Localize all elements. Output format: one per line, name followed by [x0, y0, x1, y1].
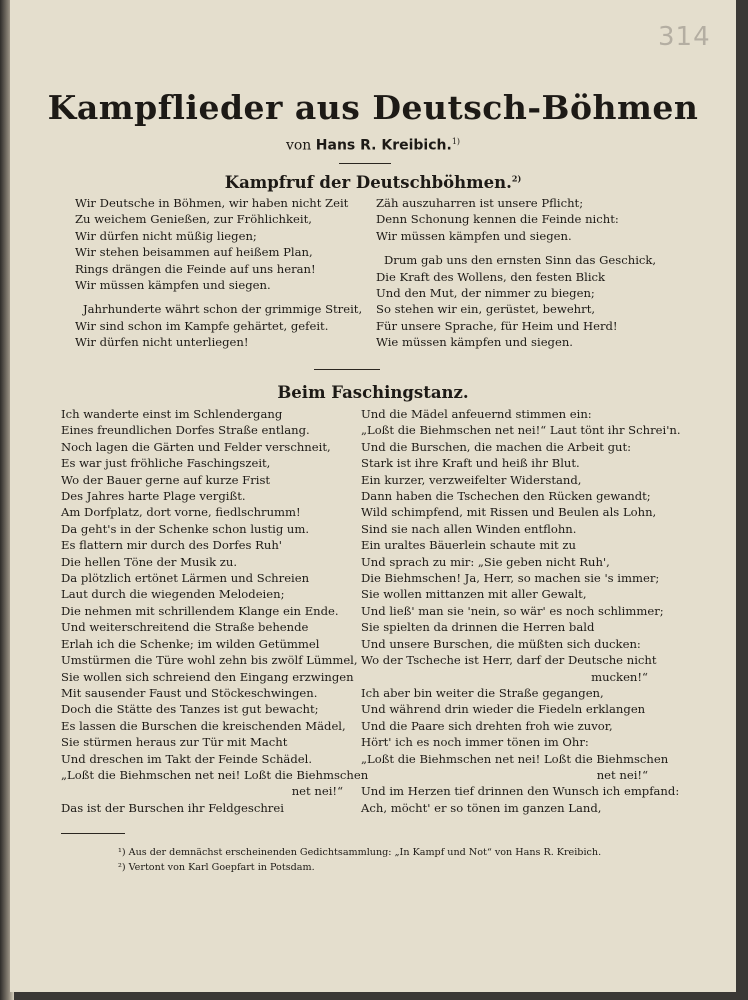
verse-line: Und sprach zu mir: „Sie geben nicht Ruh',	[361, 554, 610, 569]
verse-line: Jahrhunderte währt schon der grimmige Streit,	[83, 302, 363, 317]
verse-line: Wir dürfen nicht müßig liegen;	[75, 228, 257, 243]
poem1-right-column	[376, 195, 666, 359]
byline	[10, 137, 736, 154]
verse-line: Denn Schonung kennen die Feinde nicht:	[376, 212, 619, 227]
footnote-2: ²) Vertont von Karl Goepfart in Potsdam.	[118, 862, 315, 873]
verse-line: Wir stehen beisammen auf heißem Plan,	[75, 245, 313, 260]
verse-line: „Loßt die Biehmschen net nei! Loßt die Biehmschen	[361, 751, 669, 766]
verse-line: Rings drängen die Feinde auf uns heran!	[75, 261, 316, 276]
verse-line: Ich wanderte einst im Schlendergang	[61, 407, 283, 421]
poem1-left-column	[75, 195, 365, 359]
verse-line: Sind sie nach allen Winden entflohn.	[361, 521, 577, 536]
title-rule	[339, 163, 391, 164]
byline-prefix: von	[285, 137, 312, 154]
verse-line: Stark ist ihre Kraft und heiß ihr Blut.	[361, 456, 580, 471]
verse-line: Und die Mädel anfeuernd stimmen ein:	[361, 407, 592, 421]
verse-line: Hört' ich es noch immer tönen im Ohr:	[361, 735, 589, 750]
verse-line: Sie stürmen heraus zur Tür mit Macht	[61, 735, 288, 750]
poem1-right-stanza	[376, 252, 666, 350]
poem1-heading	[10, 173, 736, 192]
verse-line: Eines freundlichen Dorfes Straße entlang.	[61, 423, 310, 438]
poem2-left-column	[61, 406, 369, 816]
verse-line: Wir müssen kämpfen und siegen.	[376, 228, 572, 243]
verse-line: Ach, möcht' er so tönen im ganzen Land,	[361, 800, 602, 815]
footnote-ref-2: 2)	[511, 173, 522, 184]
poem2-heading: Beim Faschingstanz.	[277, 383, 469, 402]
verse-line: Wir sind schon im Kampfe gehärtet, gefeit.	[75, 318, 329, 333]
verse-line: Ein kurzer, verzweifelter Widerstand,	[361, 472, 582, 487]
verse-line: Laut durch die wiegenden Melodeien;	[61, 587, 285, 602]
verse-line: Umstürmen die Türe wohl zehn bis zwölf Lümmel,	[61, 653, 358, 668]
verse-line: Und die Paare sich drehten froh wie zuvor,	[361, 718, 613, 733]
poem1-left-stanza	[75, 301, 365, 350]
verse-line: Es war just fröhliche Faschingszeit,	[61, 456, 271, 471]
verse-line: Ein uraltes Bäuerlein schaute mit zu	[361, 538, 576, 553]
verse-line: Und während drin wieder die Fiedeln erklangen	[361, 702, 646, 717]
verse-line: Ich aber bin weiter die Straße gegangen,	[361, 685, 604, 700]
verse-line: Am Dorfplatz, dort vorne, fiedlschrumm!	[61, 505, 301, 520]
verse-line: Es flattern mir durch des Dorfes Ruh'	[61, 538, 282, 553]
verse-line: Sie spielten da drinnen die Herren bald	[361, 620, 595, 635]
verse-line: Wo der Tscheche ist Herr, darf der Deutsche nicht	[361, 653, 657, 668]
verse-line: Die Biehmschen! Ja, Herr, so machen sie 's immer;	[361, 571, 660, 586]
verse-line: Sie wollen mittanzen mit aller Gewalt,	[361, 587, 587, 602]
verse-line: Und die Burschen, die machen die Arbeit gut:	[361, 439, 632, 454]
verse-line: Sie wollen sich schreiend den Eingang erzwingen	[61, 669, 354, 684]
verse-line: Und dreschen im Takt der Feinde Schädel.	[61, 751, 313, 766]
verse-line: Für unsere Sprache, für Heim und Herd!	[376, 318, 618, 333]
verse-line: Des Jahres harte Plage vergißt.	[61, 489, 246, 504]
verse-line: net nei!“	[596, 767, 648, 782]
verse-line: Und ließ' man sie 'nein, so wär' es noch schlimmer;	[361, 603, 664, 618]
verse-line: Das ist der Burschen ihr Feldgeschrei	[61, 800, 284, 815]
verse-line: Und unsere Burschen, die müßten sich ducken:	[361, 636, 641, 651]
verse-line: Da geht's in der Schenke schon lustig um.	[61, 521, 310, 536]
verse-line: Die Kraft des Wollens, den festen Blick	[376, 269, 606, 284]
poem1-heading-text: Kampfruf der Deutschböhmen.	[224, 173, 512, 192]
verse-line: Wie müssen kämpfen und siegen.	[376, 335, 573, 350]
verse-line: Die hellen Töne der Musik zu.	[61, 554, 238, 569]
verse-line: mucken!“	[591, 669, 648, 684]
verse-line: Dann haben die Tschechen den Rücken gewandt;	[361, 489, 651, 504]
verse-line: Und den Mut, der nimmer zu biegen;	[376, 286, 595, 301]
verse-line: Es lassen die Burschen die kreischenden Mädel,	[61, 718, 346, 733]
section-rule	[314, 369, 380, 370]
verse-line: Mit sausender Faust und Stöckeschwingen.	[61, 685, 318, 700]
verse-line: Wo der Bauer gerne auf kurze Frist	[61, 472, 271, 487]
verse-line: Die nehmen mit schrillendem Klange ein Ende.	[61, 603, 339, 618]
verse-line: Da plötzlich ertönet Lärmen und Schreien	[61, 571, 310, 586]
verse-line: „Loßt die Biehmschen net nei!“ Laut tönt ihr Schrei'n.	[361, 423, 681, 438]
verse-line: Und weiterschreitend die Straße behende	[61, 620, 309, 635]
verse-line: Wir müssen kämpfen und siegen.	[75, 278, 271, 293]
verse-line: Drum gab uns den ernsten Sinn das Geschick,	[384, 253, 657, 268]
page-title: Kampflieder aus Deutsch-Böhmen	[47, 88, 699, 127]
verse-line: Wir dürfen nicht unterliegen!	[75, 335, 249, 350]
footnote-1: ¹) Aus der demnächst erscheinenden Gedichtsammlung: „In Kampf und Not“ von Hans R. Kreibich.	[118, 847, 602, 858]
author-name: Hans R. Kreibich.	[315, 137, 452, 154]
poem1-right-stanza	[376, 195, 666, 244]
verse-line: Zu weichem Genießen, zur Fröhlichkeit,	[75, 212, 312, 227]
verse-line: „Loßt die Biehmschen net nei! Loßt die Biehmschen	[61, 767, 369, 782]
verse-line: Doch die Stätte des Tanzes ist gut bewacht;	[61, 702, 319, 717]
verse-line: Erlah ich die Schenke; im wilden Getümmel	[61, 636, 320, 651]
footnote-ref-1: 1)	[451, 137, 461, 146]
verse-line: Zäh auszuharren ist unsere Pflicht;	[376, 196, 584, 210]
handwritten-page-number: 314	[658, 22, 711, 52]
poem2-right-column	[361, 406, 681, 816]
verse-line: Wir Deutsche in Böhmen, wir haben nicht Zeit	[75, 196, 349, 210]
page	[10, 0, 736, 992]
verse-line: Wild schimpfend, mit Rissen und Beulen als Lohn,	[361, 505, 657, 520]
footnote-rule	[61, 833, 125, 834]
poem1-left-stanza	[75, 195, 365, 293]
verse-line: So stehen wir ein, gerüstet, bewehrt,	[376, 302, 596, 317]
verse-line: net nei!“	[291, 784, 343, 799]
verse-line: Noch lagen die Gärten und Felder verschneit,	[61, 439, 331, 454]
verse-line: Und im Herzen tief drinnen den Wunsch ich empfand:	[361, 784, 680, 799]
